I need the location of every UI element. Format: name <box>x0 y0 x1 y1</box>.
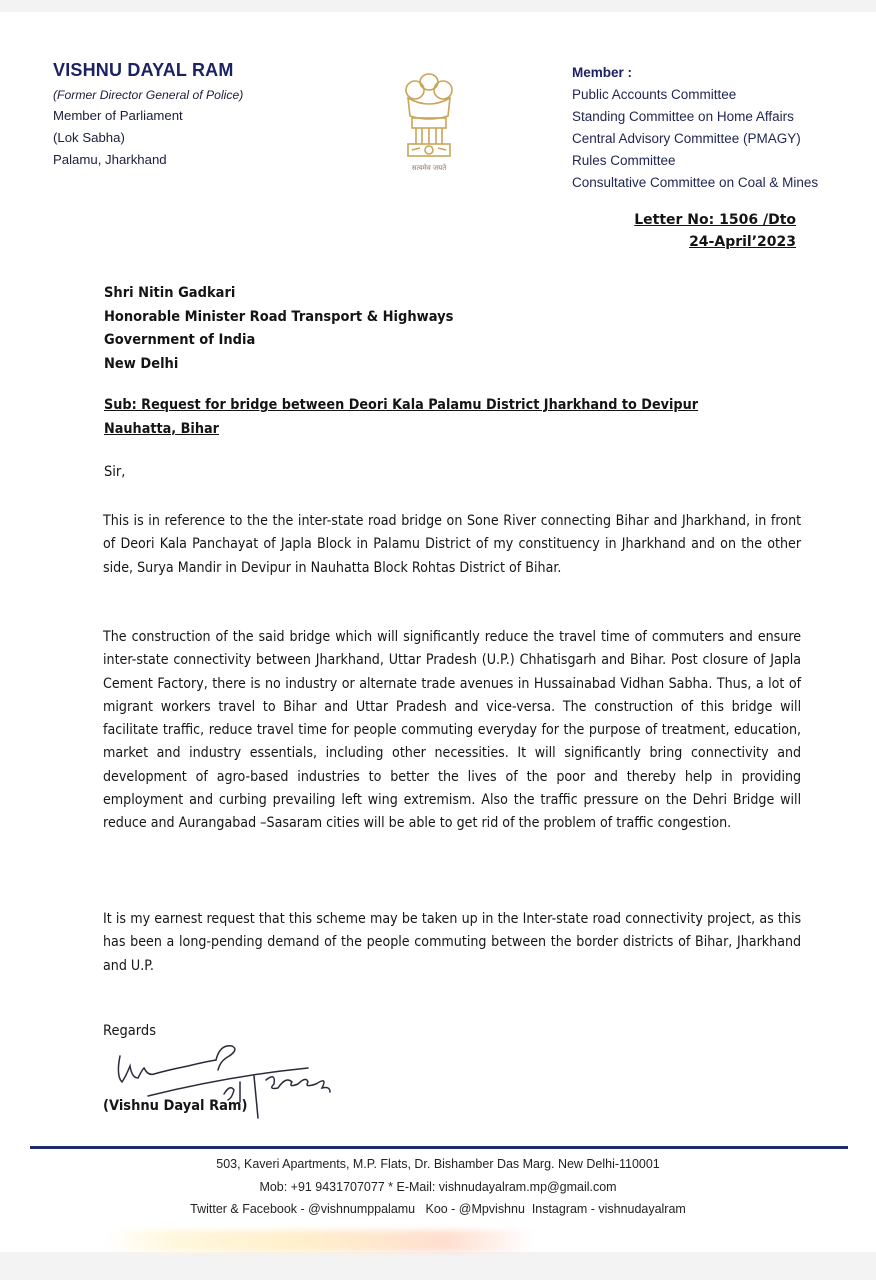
committee-item: Standing Committee on Home Affairs <box>572 109 794 124</box>
subject-line: Sub: Request for bridge between Deori Kala Palamu District Jharkhand to Devipur Nauhatta, Bihar <box>104 397 699 437</box>
addressee-line: Government of India <box>104 332 256 348</box>
decorative-color-stripe <box>105 1230 535 1252</box>
letterhead-sender <box>53 60 243 171</box>
letter-number: Letter No: 1506 /Dto <box>634 212 796 228</box>
sender-constituency: Palamu, Jharkhand <box>53 152 167 167</box>
letterhead-footer <box>0 1153 876 1221</box>
committee-item: Consultative Committee on Coal & Mines <box>572 175 819 190</box>
national-emblem-icon <box>398 68 460 176</box>
committee-item: Public Accounts Committee <box>572 87 737 102</box>
letter-page <box>0 12 876 1252</box>
addressee-block <box>104 282 453 376</box>
footer-divider <box>30 1146 848 1149</box>
signatory-name: (Vishnu Dayal Ram) <box>103 1098 248 1114</box>
sender-former-title: (Former Director General of Police) <box>53 88 244 102</box>
footer-social: Twitter & Facebook - @vishnumppalamu Koo - @Mpvishnu Instagram - vishnudayalram <box>190 1201 686 1216</box>
member-label: Member : <box>572 65 633 80</box>
body-paragraph: This is in reference to the the inter-state road bridge on Sone River connecting Bihar and Jharkhand, in front of Deori Kala Panchayat of Japla Block in Palamu District of my constituency in Jharkhand and on the other side, Surya Mandir in Devipur in Nauhatta Block Rohtas District of Bihar. <box>103 513 802 576</box>
closing: Regards <box>103 1023 157 1039</box>
letter-date: 24-April’2023 <box>689 234 796 250</box>
footer-address: 503, Kaveri Apartments, M.P. Flats, Dr. Bishamber Das Marg. New Delhi-110001 <box>216 1156 660 1171</box>
svg-text:सत्यमेव जयते: सत्यमेव जयते <box>411 164 447 172</box>
addressee-line: New Delhi <box>104 355 179 372</box>
committee-item: Central Advisory Committee (PMAGY) <box>572 131 801 146</box>
committee-memberships <box>572 62 818 194</box>
sender-house: (Lok Sabha) <box>53 130 125 145</box>
body-paragraph: The construction of the said bridge which will significantly reduce the travel time of commuters and ensure inter-state connectivity between Jharkhand, Uttar Pradesh (U.P.) Chhatisgarh and Bihar. Post closure of Japla Cement Factory, there is no industry or alternate trade avenues in Hussainabad Vidhan Sabha. Thus, a lot of migrant workers travel to Bihar and Uttar Pradesh and vice-versa. The construction of this bridge will facilitate traffic, reduce travel time for people commuting everyday for the purpose of treatment, education, market and industry essentials, including other necessities. It will significantly bring connectivity and development of agro-based industries to better the lives of the poor and thereby help in providing employment and curbing prevailing left wing extremism. Also the traffic pressure on the Dehri Bridge will reduce and Aurangabad –Sasaram cities will be able to get rid of the problem of traffic congestion. <box>103 629 802 832</box>
letter-reference <box>634 209 796 253</box>
footer-contact: Mob: +91 9431707077 * E-Mail: vishnudayalram.mp@gmail.com <box>259 1178 617 1194</box>
addressee-line: Honorable Minister Road Transport & Highways <box>104 308 454 325</box>
sender-name: VISHNU DAYAL RAM <box>53 60 234 80</box>
committee-item: Rules Committee <box>572 153 676 168</box>
sender-position: Member of Parliament <box>53 108 183 123</box>
salutation: Sir, <box>104 464 126 480</box>
addressee-line: Shri Nitin Gadkari <box>104 285 236 301</box>
body-paragraph: It is my earnest request that this scheme may be taken up in the Inter-state road connectivity project, as this has been a long-pending demand of the people commuting between the border districts of Bihar, Jharkhand and U.P. <box>103 911 802 974</box>
